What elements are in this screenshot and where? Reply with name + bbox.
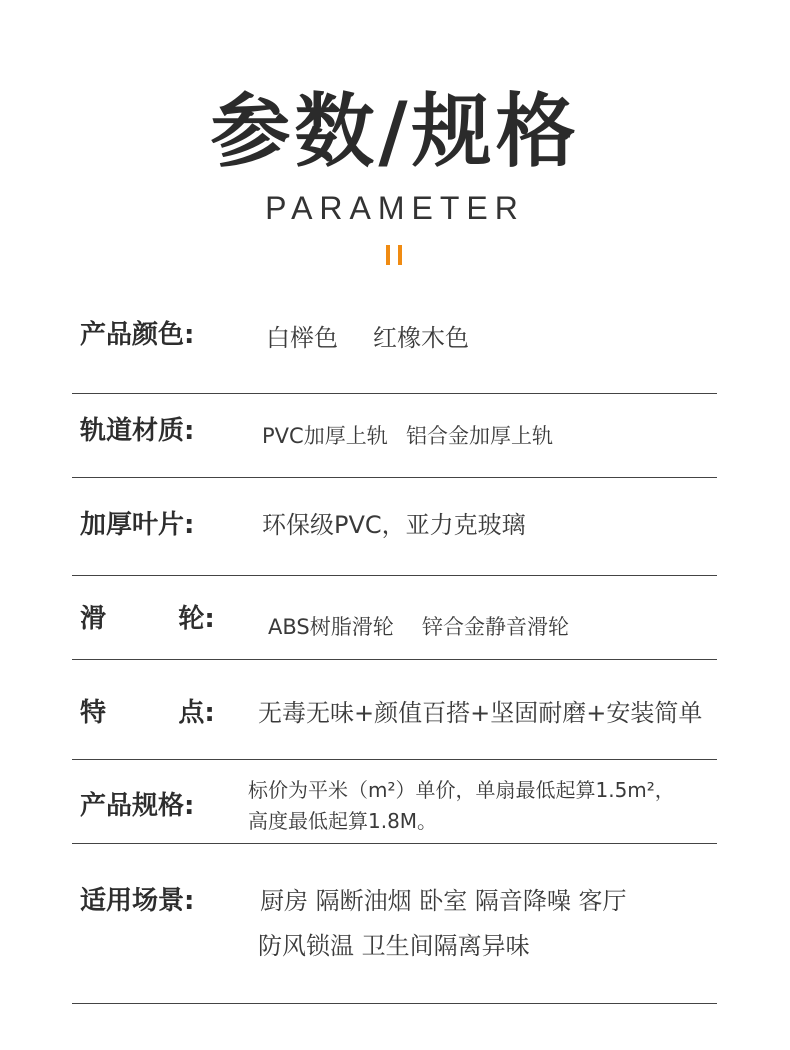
spec-value-pulley-2: 锌合金静音滑轮 (422, 615, 569, 639)
page-subtitle: PARAMETER (265, 190, 525, 226)
spec-label-pulley: 滑 轮: (80, 604, 215, 634)
row-divider (72, 659, 717, 660)
spec-label-color: 产品颜色: (80, 320, 195, 350)
spec-label-feature: 特 点: (80, 698, 215, 728)
spec-value-blade: 环保级PVC，亚力克玻璃 (262, 511, 526, 539)
row-divider (72, 393, 717, 394)
row-divider (72, 1003, 717, 1004)
divider-mark (386, 245, 406, 265)
spec-value-color-1: 白榉色 (266, 324, 338, 352)
spec-value-feature: 无毒无味+颜值百搭+坚固耐磨+安装简单 (258, 699, 703, 727)
row-divider (72, 843, 717, 844)
spec-label-size: 产品规格: (80, 791, 195, 821)
spec-value-size-1: 标价为平米（m²）单价，单扇最低起算1.5m²， (248, 778, 675, 802)
row-divider (72, 477, 717, 478)
spec-label-track: 轨道材质: (80, 416, 195, 446)
spec-value-scenario-1: 厨房 隔断油烟 卧室 隔音降噪 客厅 (260, 887, 627, 915)
row-divider (72, 575, 717, 576)
row-divider (72, 759, 717, 760)
spec-value-track-1: PVC加厚上轨 (262, 424, 388, 448)
page-title: 参数/规格 (210, 85, 580, 178)
spec-value-color-2: 红橡木色 (373, 324, 469, 352)
spec-value-scenario-2: 防风锁温 卫生间隔离异味 (258, 932, 530, 960)
divider-bar-left (386, 245, 390, 265)
spec-value-track-2: 铝合金加厚上轨 (406, 424, 553, 448)
spec-label-scenario: 适用场景: (80, 886, 195, 916)
spec-label-blade: 加厚叶片: (80, 510, 195, 540)
spec-value-pulley-1: ABS树脂滑轮 (268, 615, 394, 639)
spec-value-size-2: 高度最低起算1.8M。 (248, 809, 438, 833)
divider-bar-right (398, 245, 402, 265)
